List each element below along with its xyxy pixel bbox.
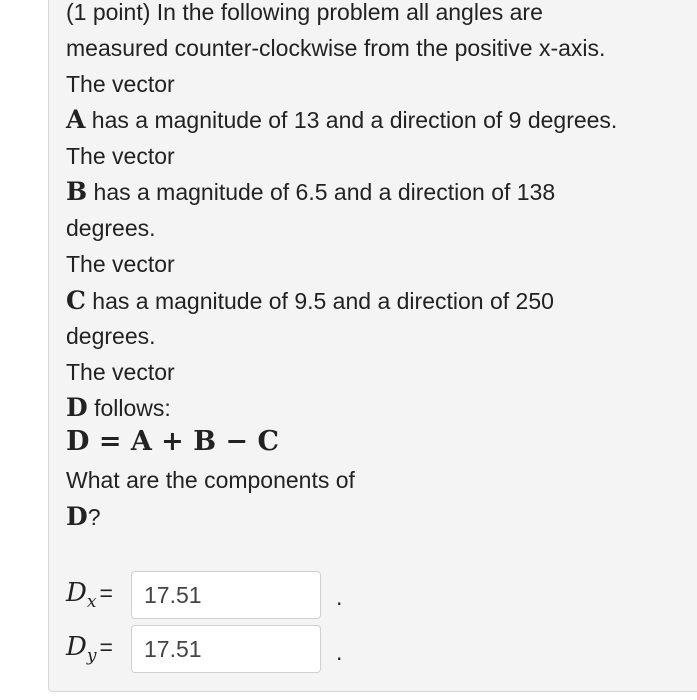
vector-d-description: [66, 394, 171, 422]
question-mark: ?: [87, 504, 101, 530]
vector-b-degrees: degrees.: [66, 215, 156, 241]
intro-line-1: (1 point) In the following problem all angles are: [66, 0, 543, 25]
dy-answer-input[interactable]: 17.51: [131, 625, 321, 673]
vector-c-text: has a magnitude of 9.5 and a direction of 250: [85, 288, 554, 314]
vector-a-heading: The vector: [66, 71, 175, 97]
vector-a-label: A: [66, 105, 86, 134]
vector-b-heading: The vector: [66, 143, 175, 169]
vector-b-label: B: [66, 177, 88, 206]
vector-c-label: C: [66, 286, 86, 315]
intro-line-2: measured counter-clockwise from the positive x-axis.: [66, 35, 606, 61]
dy-label: $D_y$ =: [66, 632, 113, 667]
vector-b-description: [66, 178, 555, 206]
vector-d-text: follows:: [87, 395, 171, 421]
vector-c-heading: The vector: [66, 251, 175, 277]
question-d-label: D: [66, 502, 88, 531]
dx-label: $D_x$ =: [66, 578, 113, 613]
question-text: What are the components of: [66, 467, 355, 493]
vector-b-text: has a magnitude of 6.5 and a direction of 138: [87, 179, 556, 205]
vector-d-label: D: [66, 393, 88, 422]
vector-c-degrees: degrees.: [66, 323, 156, 349]
dy-period: .: [336, 639, 343, 665]
dx-answer-input[interactable]: 17.51: [131, 571, 321, 619]
vector-a-text: has a magnitude of 13 and a direction of 9 degrees.: [85, 107, 618, 133]
question-end: [66, 503, 100, 531]
vector-a-description: [66, 106, 617, 134]
vector-c-description: [66, 287, 554, 315]
dx-period: .: [336, 584, 343, 610]
vector-d-heading: The vector: [66, 359, 175, 385]
vector-equation: D = A + B − C: [66, 426, 279, 457]
